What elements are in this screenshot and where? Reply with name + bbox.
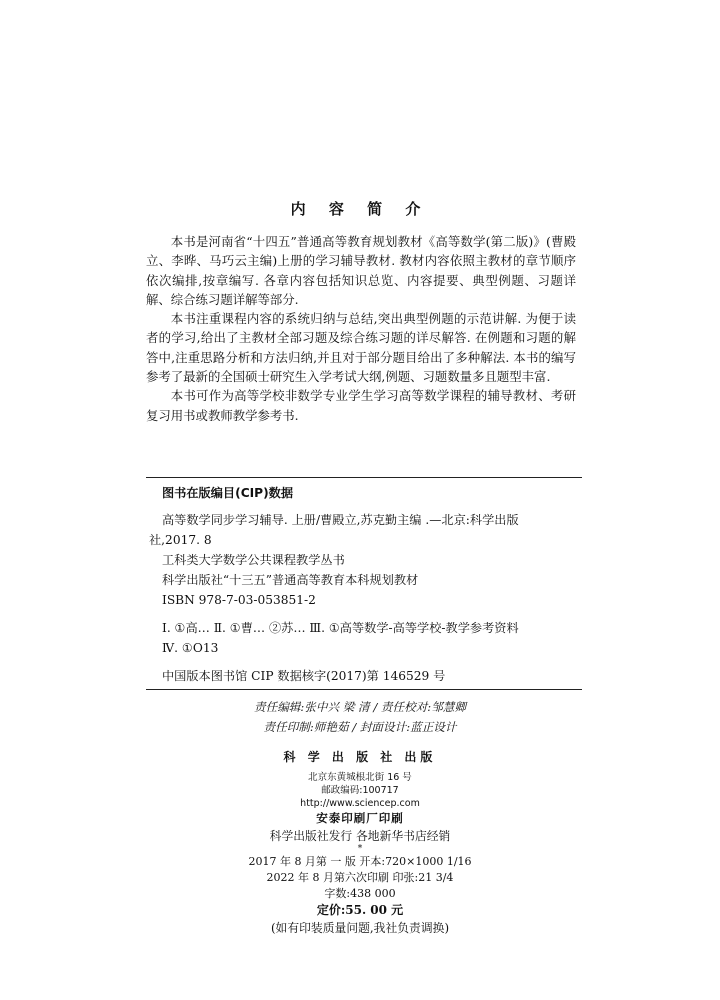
credits-line-1: 责任编辑:张中兴 梁 清 / 责任校对:邹慧卿 xyxy=(254,700,466,714)
cip-entry-line-1: 高等数学同步学习辅导. 上册/曹殿立,苏克勤主编 .—北京:科学出版 xyxy=(162,513,519,527)
edition-line-2: 2022 年 8 月第六次印刷 印张:21 3/4 xyxy=(266,871,454,884)
cip-top-rule xyxy=(146,477,582,478)
intro-paragraph-2: 本书注重课程内容的系统归纳与总结,突出典型例题的示范讲解. 为便于读者的学习,给出了主教材全部习题及综合练习题的详尽解答. 在例题和习题的解答中,注重思路分析和方法归纳,并且对于部分题目给出了多种解法. 本书的编写参考了最新的全国硕士研究生入学考试大纲,例题、习题数量多且题型丰富. xyxy=(146,311,576,385)
publisher-address: 北京东黄城根北街 16 号 xyxy=(308,772,412,783)
publisher-postcode: 邮政编码:100717 xyxy=(321,785,399,796)
cip-isbn: ISBN 978-7-03-053851-2 xyxy=(162,593,316,607)
publisher-info xyxy=(0,748,720,937)
printer-name: 安泰印刷厂印刷 xyxy=(316,811,404,825)
cip-series-2: 科学出版社“十三五”普通高等教育本科规划教材 xyxy=(162,573,419,587)
intro-paragraph-1: 本书是河南省“十四五”普通高等教育规划教材《高等数学(第二版)》(曹殿立、李晔、马巧云主编)上册的学习辅导教材. 教材内容依照主教材的章节顺序依次编排,按章编写. 各章内容包括知识总览、内容提要、典型例题、习题详解、综合练习题详解等部分. xyxy=(146,234,576,307)
word-count: 字数:438 000 xyxy=(324,887,396,900)
cip-bottom-rule xyxy=(146,689,582,690)
publisher-name: 科 学 出 版 社 出版 xyxy=(283,750,437,764)
cip-classification-1: Ⅰ. ①高… Ⅱ. ①曹… ②苏… Ⅲ. ①高等数学-高等学校-教学参考资料 xyxy=(162,621,519,635)
editorial-credits xyxy=(0,697,720,737)
page-title: 内 容 简 介 xyxy=(290,200,430,218)
publisher-website: http://www.sciencep.com xyxy=(300,798,420,809)
cip-entry-line-2: 社,2017. 8 xyxy=(149,533,212,547)
edition-line-1: 2017 年 8 月第 一 版 开本:720×1000 1/16 xyxy=(248,855,472,868)
price: 定价:55. 00 元 xyxy=(316,903,404,917)
cip-block xyxy=(149,484,580,686)
introduction xyxy=(146,232,576,425)
credits-line-2: 责任印制:师艳茹 / 封面设计:蓝正设计 xyxy=(263,720,457,734)
cip-classification-2: Ⅳ. ①O13 xyxy=(162,641,219,655)
cip-heading: 图书在版编目(CIP)数据 xyxy=(162,486,294,500)
distribution: 科学出版社发行 各地新华书店经销 xyxy=(269,829,451,843)
cip-series-1: 工科类大学数学公共课程教学丛书 xyxy=(162,553,345,567)
quality-notice: (如有印装质量问题,我社负责调换) xyxy=(270,921,450,935)
intro-paragraph-3: 本书可作为高等学校非数学专业学生学习高等数学课程的辅导教材、考研复习用书或教师教学参考书. xyxy=(146,388,576,423)
separator-star: * xyxy=(357,844,363,854)
cip-library-record: 中国版本图书馆 CIP 数据核字(2017)第 146529 号 xyxy=(162,669,446,683)
